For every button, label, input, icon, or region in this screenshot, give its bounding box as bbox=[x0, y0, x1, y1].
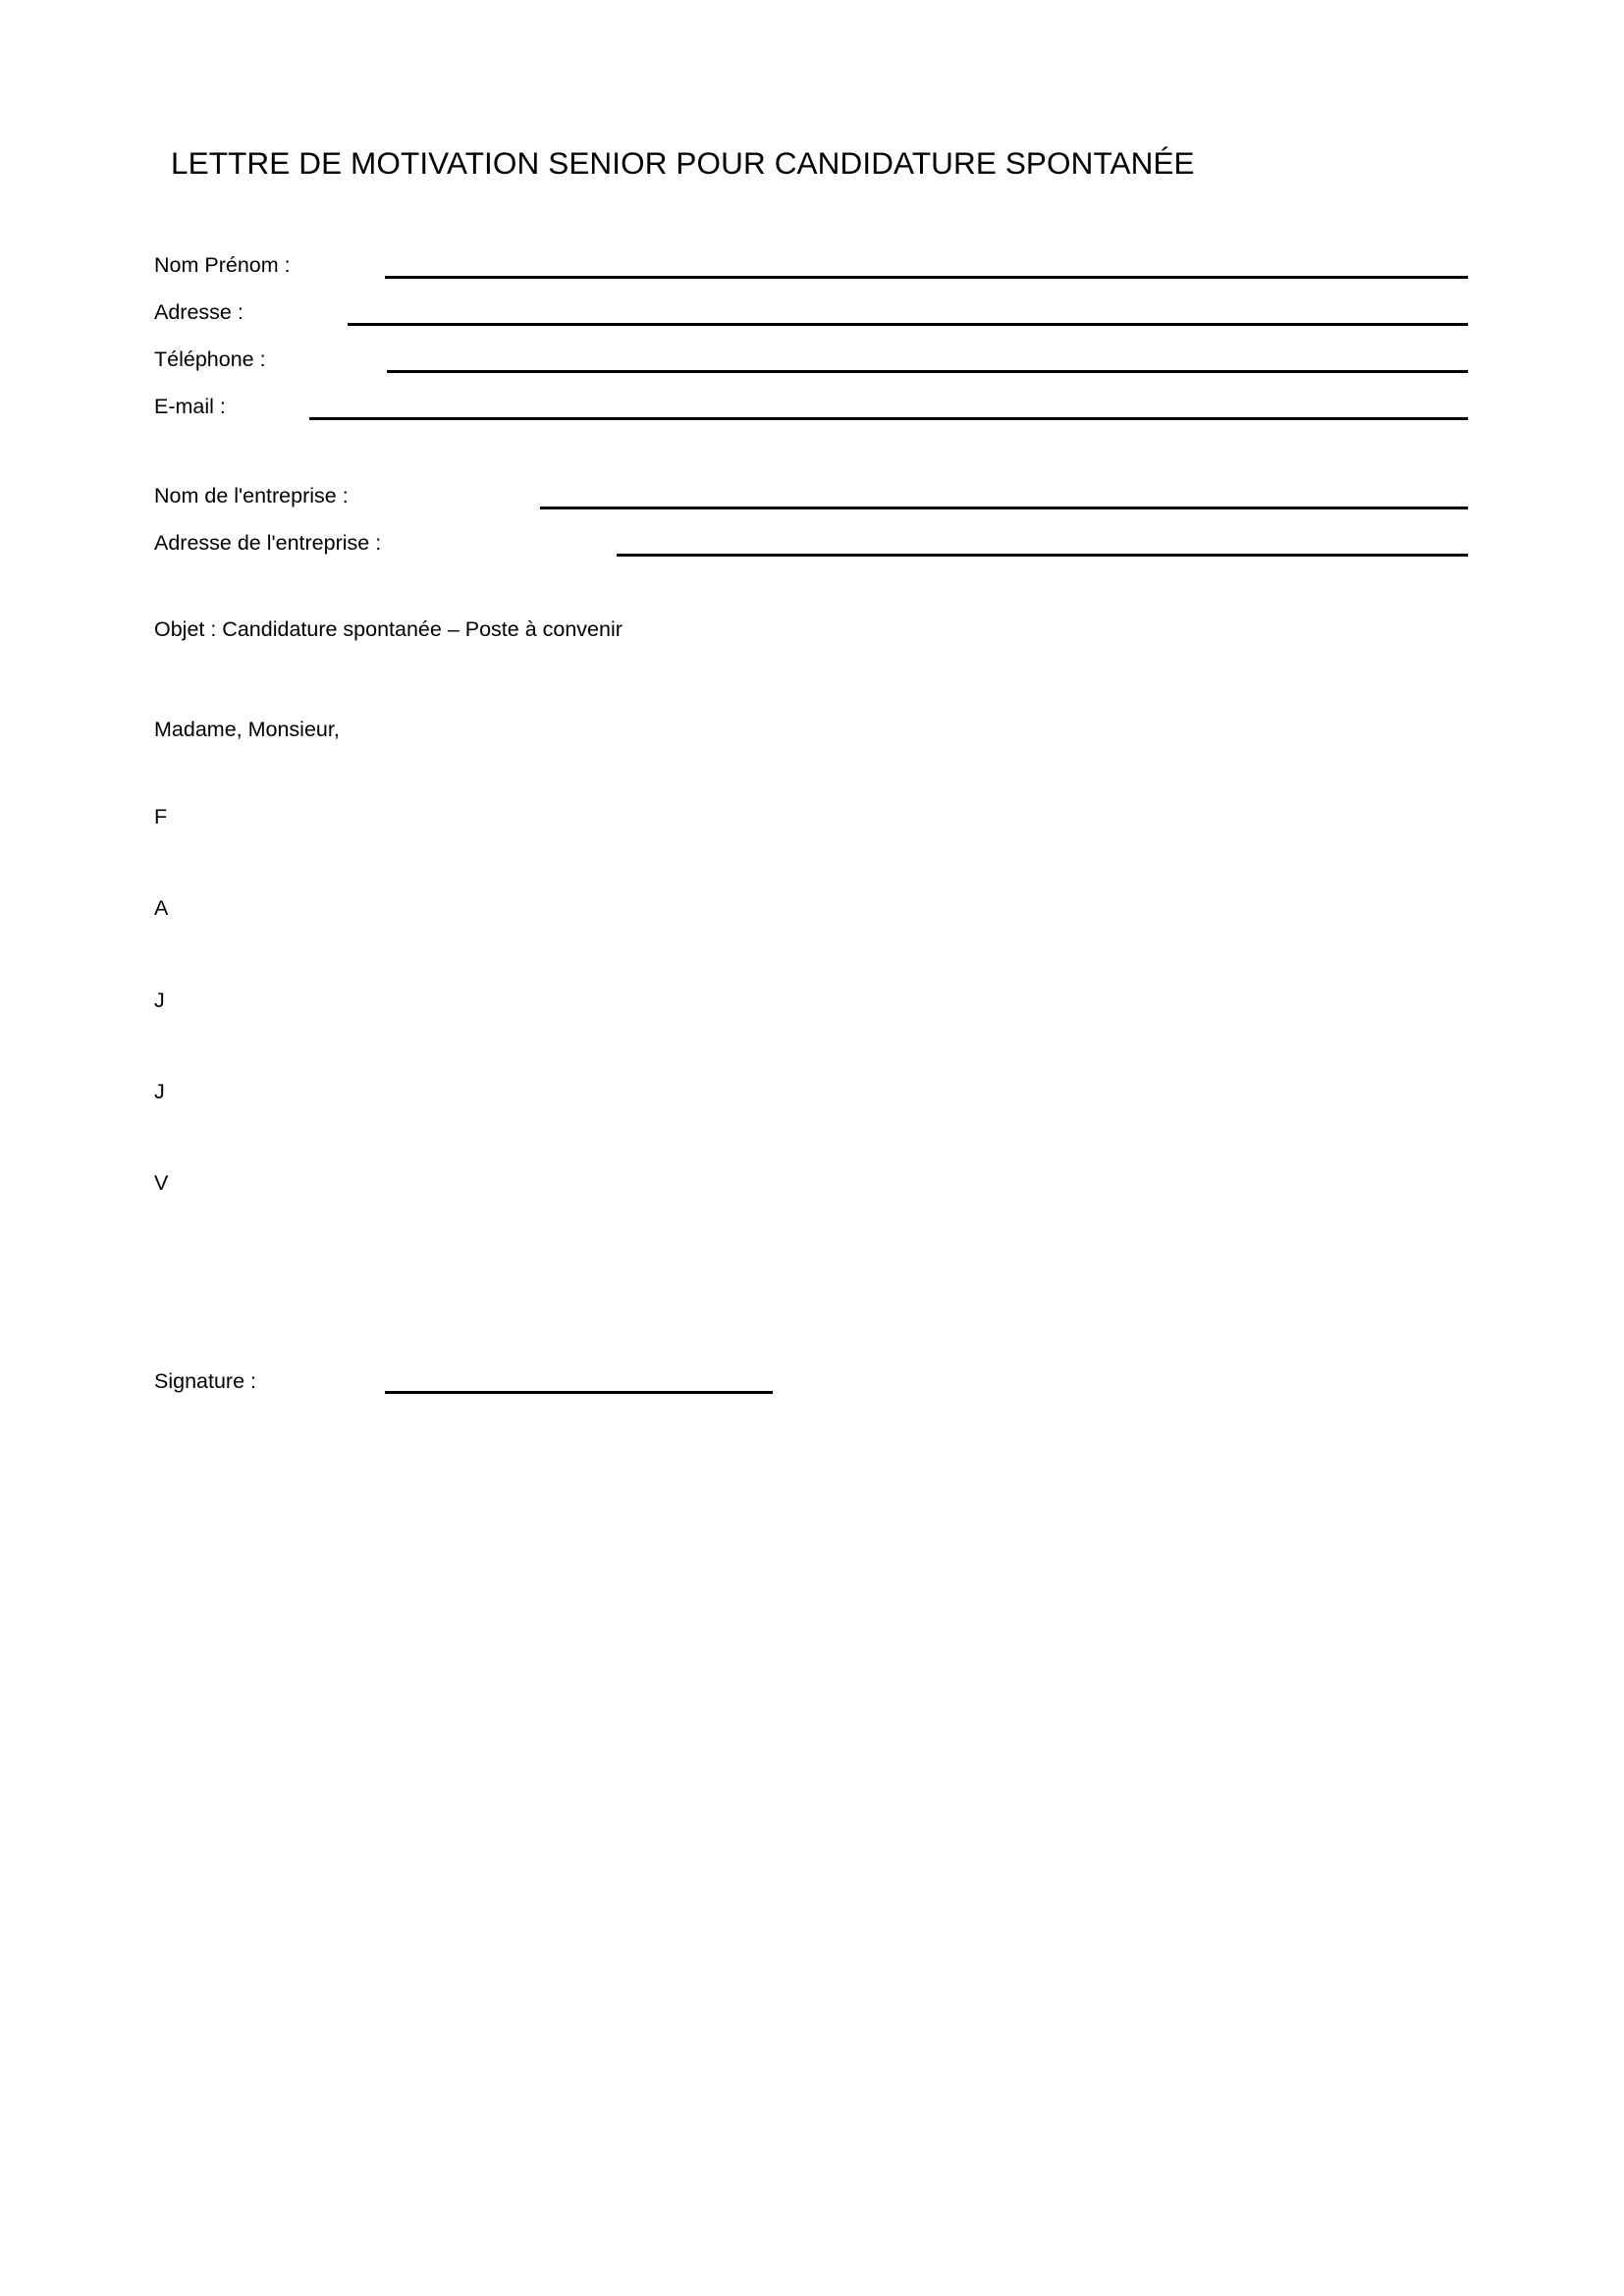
field-input-adresse[interactable] bbox=[348, 323, 1468, 326]
field-input-email[interactable] bbox=[309, 417, 1468, 420]
body-paragraph: V bbox=[154, 1171, 169, 1195]
signature-input[interactable] bbox=[385, 1391, 773, 1394]
field-input-adresse-entreprise[interactable] bbox=[617, 554, 1468, 557]
field-label-adresse: Adresse : bbox=[154, 300, 244, 324]
field-input-nom-entreprise[interactable] bbox=[540, 507, 1468, 509]
field-label-nom-entreprise: Nom de l'entreprise : bbox=[154, 484, 349, 507]
body-paragraph: A bbox=[154, 896, 169, 920]
signature-label: Signature : bbox=[154, 1369, 256, 1393]
field-label-nom-prenom: Nom Prénom : bbox=[154, 253, 291, 277]
page-title: LETTRE DE MOTIVATION SENIOR POUR CANDIDATURE SPONTANÉE bbox=[171, 145, 1195, 182]
salutation: Madame, Monsieur, bbox=[154, 718, 340, 741]
body-paragraph: J bbox=[154, 988, 165, 1012]
field-label-telephone: Téléphone : bbox=[154, 347, 266, 371]
field-label-adresse-entreprise: Adresse de l'entreprise : bbox=[154, 531, 382, 555]
subject-line: Objet : Candidature spontanée – Poste à convenir bbox=[154, 617, 623, 641]
field-label-email: E-mail : bbox=[154, 395, 226, 418]
body-paragraph: J bbox=[154, 1080, 165, 1103]
field-input-nom-prenom[interactable] bbox=[385, 276, 1468, 279]
body-paragraph: F bbox=[154, 805, 168, 828]
field-input-telephone[interactable] bbox=[387, 370, 1468, 373]
